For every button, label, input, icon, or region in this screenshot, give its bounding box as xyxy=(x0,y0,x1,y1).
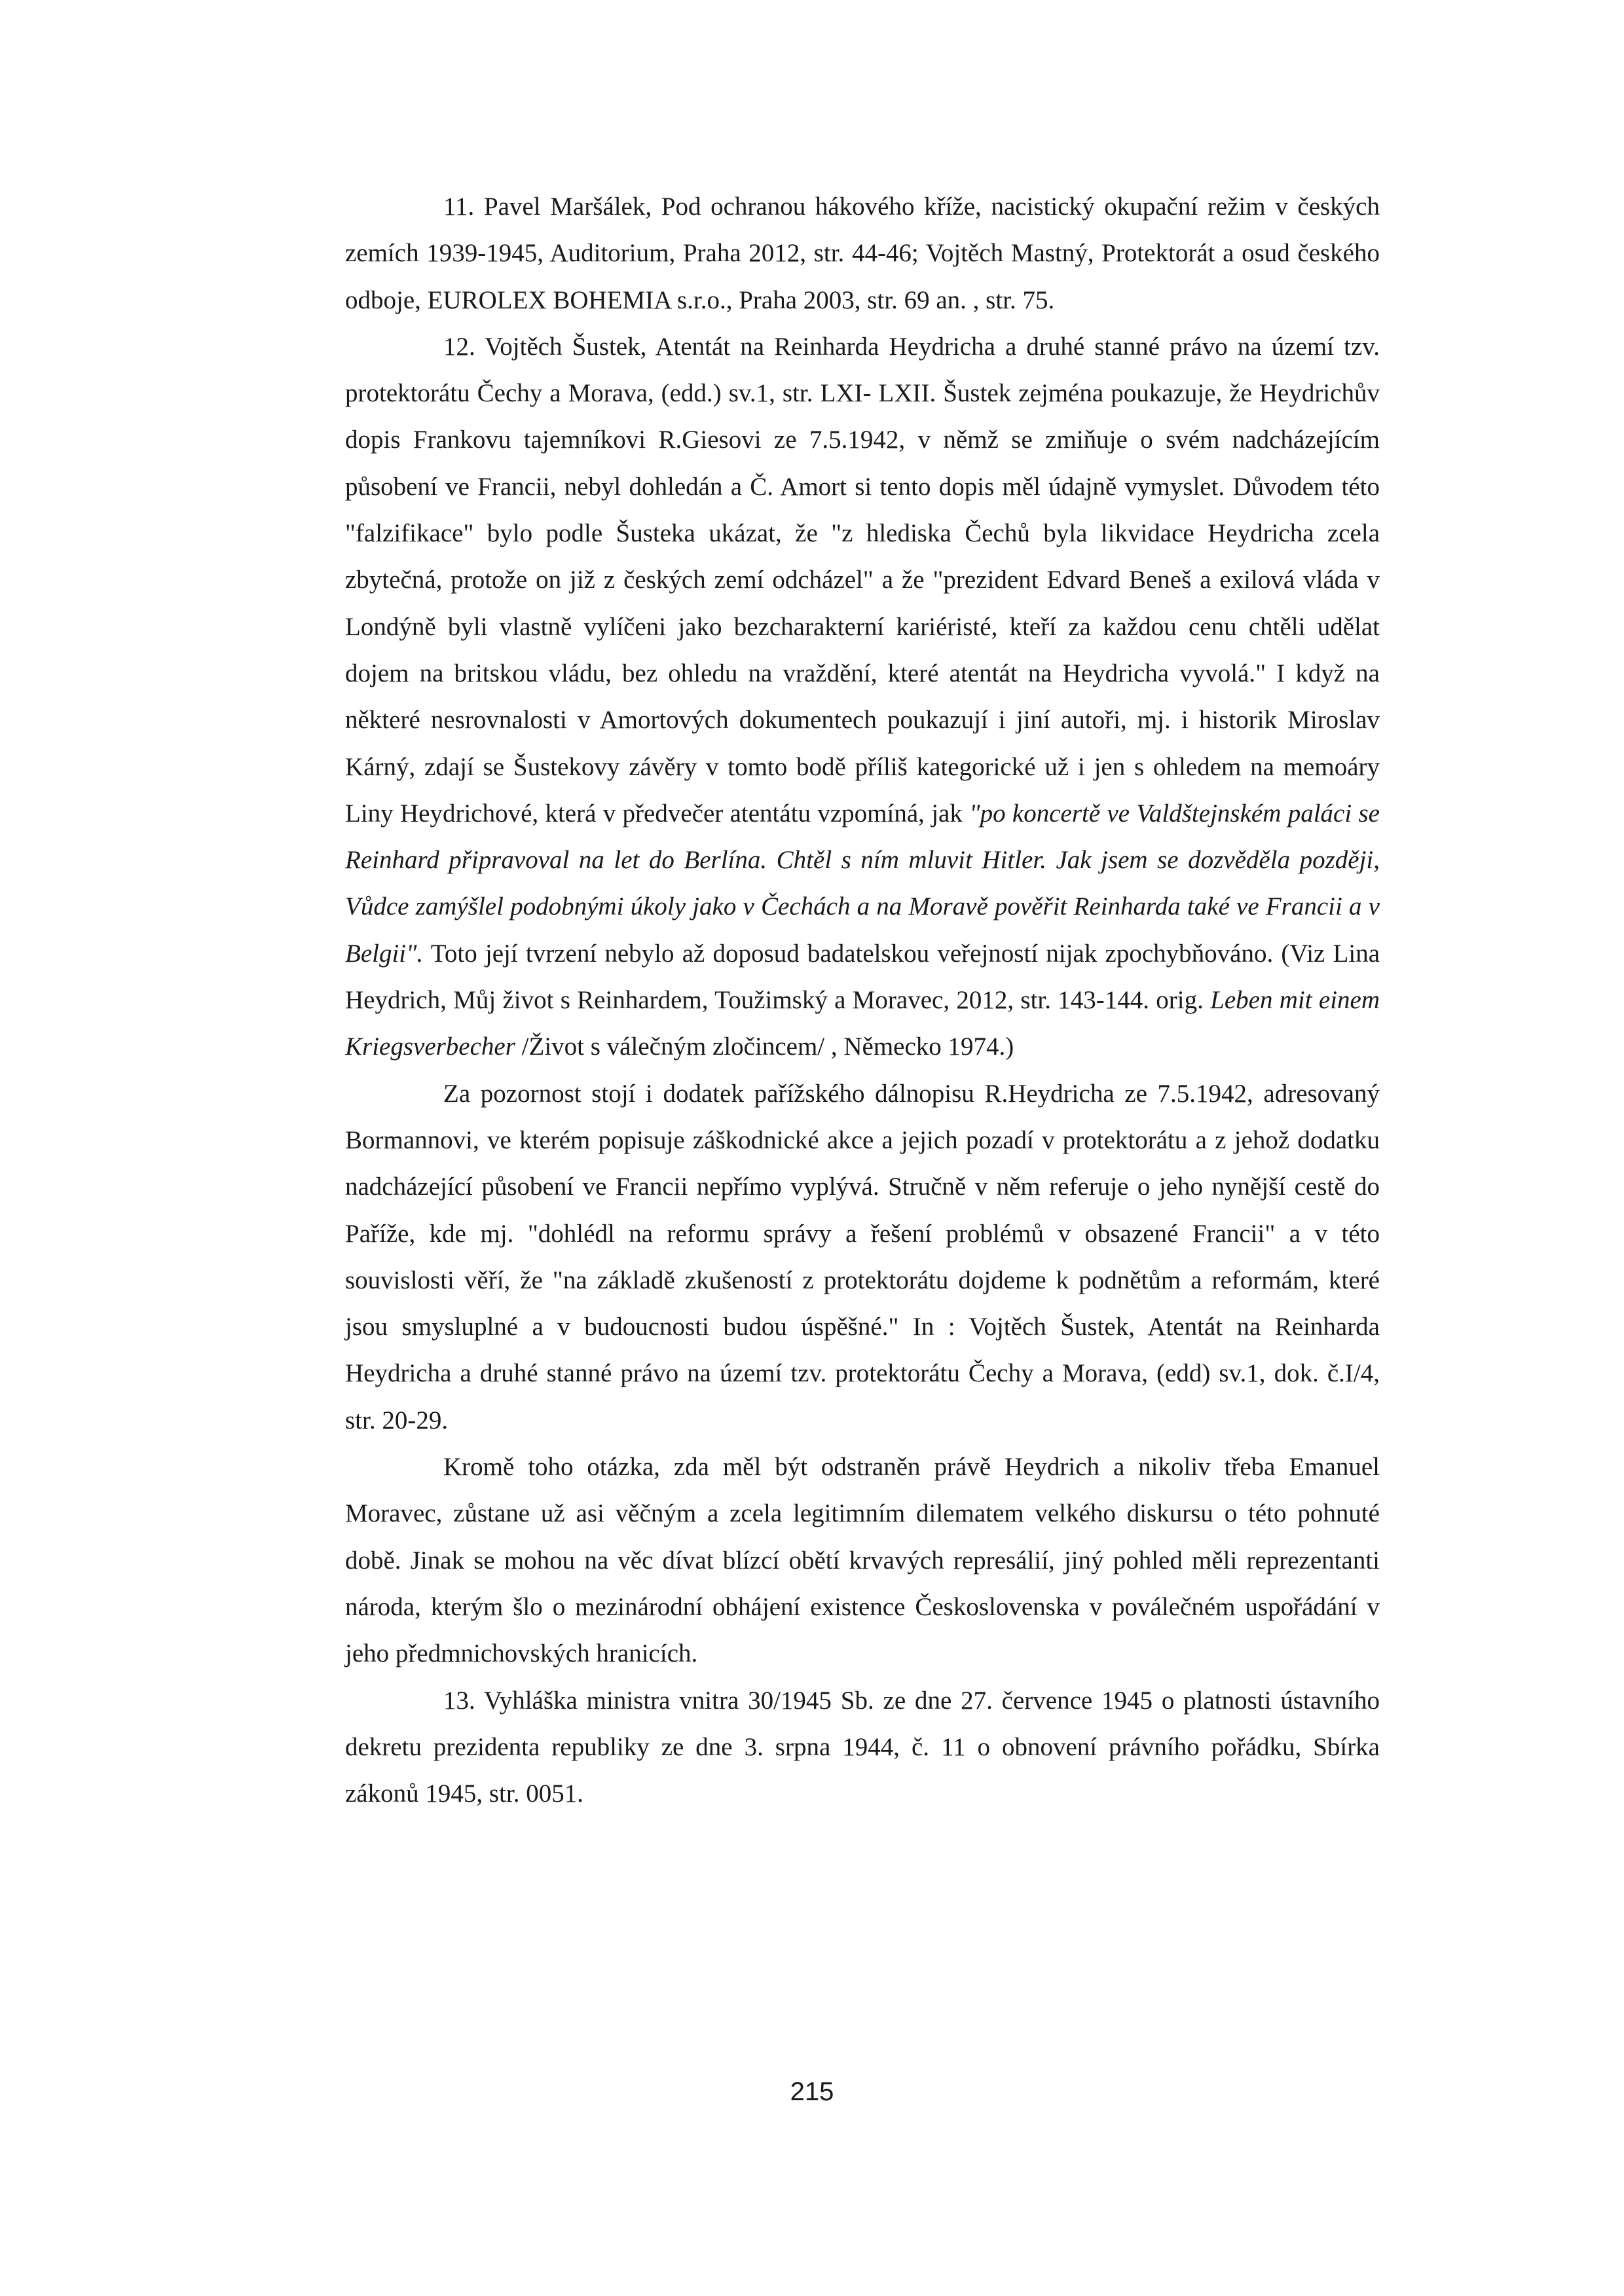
footnote-12-text: 12. Vojtěch Šustek, Atentát na Reinharda Heydricha a druhé stanné právo na území tzv. protektorátu Čechy a Morava, (edd.) sv.1, str. LXI- LXII. Šustek zejména poukazuje, že Heydrichův dopis Frankovu tajemníkovi R.Giesovi ze 7.5.1942, v němž se zmiňuje o svém nadcházejícím působení ve Francii, nebyl dohledán a Č. Amort si tento dopis měl údajně vymyslet. Důvodem této "falzifikace" bylo podle Šusteka ukázat, že "z hlediska Čechů byla likvidace Heydricha zcela zbytečná, protože on již z českých zemí odcházel" a že "prezident Edvard Beneš a exilová vláda v Londýně byli vlastně vylíčeni jako bezcharakterní kariéristé, kteří za každou cenu chtěli udělat dojem na britskou vládu, bez ohledu na vraždění, které atentát na Heydricha vyvolá." I když na některé nesrovnalosti v Amortových dokumentech poukazují i jiní autoři, mj. i historik Miroslav Kárný, zdají se Šustekovy závěry v tomto bodě příliš kategorické už i jen s ohledem na memoáry Liny Heydrichové, která v předvečer atentátu vzpomíná, jak xyxy=(345,332,1380,828)
paragraph-krome xyxy=(345,1444,1380,1677)
footnote-11 xyxy=(345,183,1380,323)
paragraph-dodatek-text: Za pozornost stojí i dodatek pařížského dálnopisu R.Heydricha ze 7.5.1942, adresovaný Bormannovi, ve kterém popisuje záškodnické akce a jejich pozadí v protektorátu a z jehož dodatku nadcházející působení ve Francii nepřímo vyplývá. Stručně v něm referuje o jeho nynější cestě do Paříže, kde mj. "dohlédl na reformu správy a řešení problémů v obsazené Francii" a v této souvislosti věří, že "na základě zkušeností z protektorátu dojdeme k podnětům a reformám, které jsou smysluplné a v budoucnosti budou úspěšné." In : Vojtěch Šustek, Atentát na Reinharda Heydricha a druhé stanné právo na území tzv. protektorátu Čechy a Morava, (edd) sv.1, dok. č.I/4, str. 20-29. xyxy=(345,1079,1380,1434)
footnote-12-quote-italic: "po koncertě ve Valdštejnském paláci se Reinhard připravoval na let do Berlína. Chtěl s ním mluvit Hitler. Jak jsem se dozvěděla později, Vůdce zamýšlel podobnými úkoly jako v Čechách a na Moravě pověřit Reinharda také ve Francii a v Belgii". xyxy=(345,799,1380,968)
document-body xyxy=(345,183,1380,1817)
page-number: 215 xyxy=(790,2077,834,2106)
footnote-12-text-continued: Toto její tvrzení nebylo až doposud badatelskou veřejností nijak zpochybňováno. (Viz Lina Heydrich, Můj život s Reinhardem, Toužimský a Moravec, 2012, str. 143-144. orig. xyxy=(345,939,1380,1015)
footnote-12-text-end: /Život s válečným zločincem/ , Německo 1974.) xyxy=(515,1032,1014,1061)
footnote-13-text: 13. Vyhláška ministra vnitra 30/1945 Sb. ze dne 27. července 1945 o platnosti ústavního dekretu prezidenta republiky ze dne 3. srpna 1944, č. 11 o obnovení právního pořádku, Sbírka zákonů 1945, str. 0051. xyxy=(345,1686,1380,1808)
paragraph-dodatek xyxy=(345,1070,1380,1444)
footnote-12 xyxy=(345,323,1380,1070)
paragraph-krome-text: Kromě toho otázka, zda měl být odstraněn právě Heydrich a nikoliv třeba Emanuel Moravec, zůstane už asi věčným a zcela legitimním dilematem velkého diskursu o této pohnuté době. Jinak se mohou na věc dívat blízcí obětí krvavých represálií, jiný pohled měli reprezentanti národa, kterým šlo o mezinárodní obhájení existence Československa v poválečném uspořádání v jeho předmnichovských hranicích. xyxy=(345,1453,1380,1668)
footnote-12-book-title-italic: Leben mit einem Kriegsverbecher xyxy=(345,986,1380,1061)
footnote-11-text: 11. Pavel Maršálek, Pod ochranou hákového kříže, nacistický okupační režim v českých zemích 1939-1945, Auditorium, Praha 2012, str. 44-46; Vojtěch Mastný, Protektorát a osud českého odboje, EUROLEX BOHEMIA s.r.o., Praha 2003, str. 69 an. , str. 75. xyxy=(345,192,1380,314)
footnote-13 xyxy=(345,1677,1380,1817)
